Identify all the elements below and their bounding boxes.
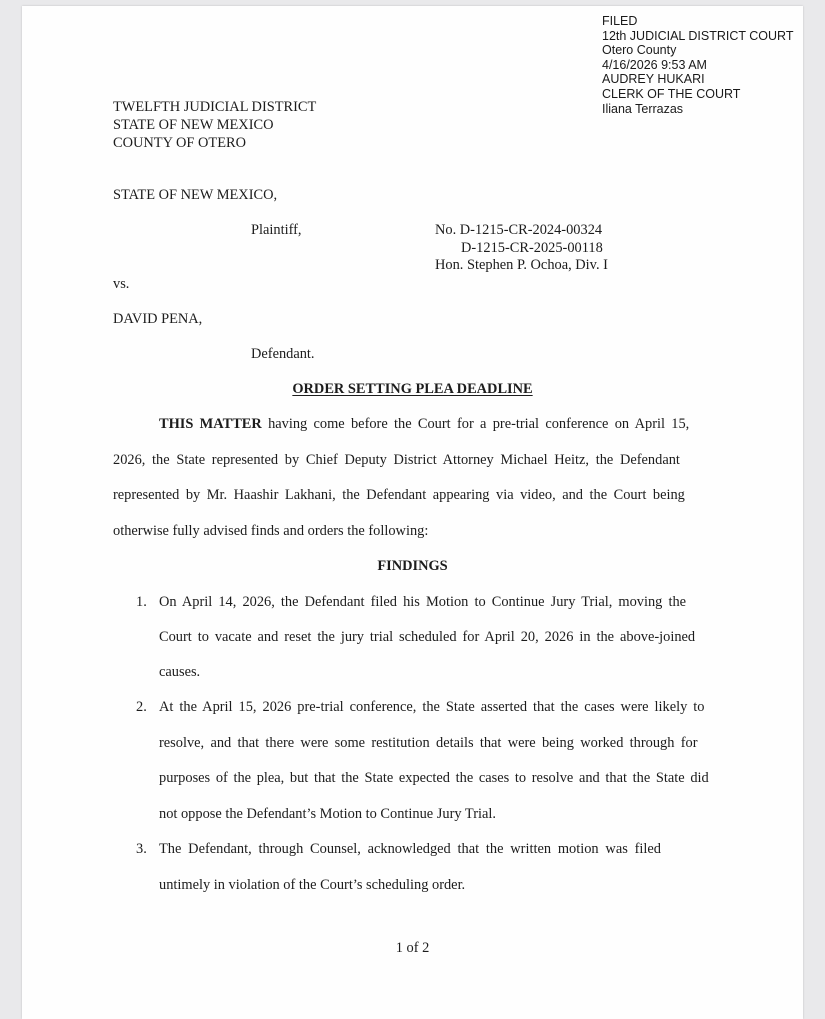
plaintiff-label: Plaintiff, — [251, 222, 302, 238]
finding-3-line-2: untimely in violation of the Court’s scheduling order. — [159, 877, 466, 893]
defendant-name: DAVID PENA, — [113, 311, 203, 327]
plaintiff-name: STATE OF NEW MEXICO, — [113, 187, 278, 203]
stamp-line: AUDREY HUKARI — [602, 72, 705, 87]
case-number-2: D-1215-CR-2025-00118 — [461, 239, 603, 256]
intro-text: having come before the Court for a pre-trial conference on April 15, — [261, 416, 690, 432]
case-number-1: No. D-1215-CR-2024-00324 — [435, 222, 603, 238]
stamp-line: 4/16/2026 9:53 AM — [602, 57, 707, 72]
finding-number: 3. — [136, 841, 147, 857]
defendant-label: Defendant. — [251, 346, 315, 362]
finding-number: 2. — [136, 699, 147, 715]
stamp-line: Otero County — [602, 43, 677, 58]
case-numbers — [435, 222, 608, 275]
finding-1-line-3: causes. — [159, 664, 201, 680]
finding-3-line-1: The Defendant, through Counsel, acknowledged that the written motion was filed — [159, 841, 661, 857]
stamp-line: CLERK OF THE COURT — [602, 86, 741, 101]
intro-line-1 — [159, 416, 689, 433]
page-number: 1 of 2 — [395, 940, 430, 956]
finding-2-line-3: purposes of the plea, but that the State expected the cases to resolve and that the State did — [159, 770, 709, 786]
stamp-line: FILED — [602, 14, 638, 28]
intro-line-2: 2026, the State represented by Chief Deputy District Attorney Michael Heitz, the Defendant — [113, 452, 680, 468]
court-state: STATE OF NEW MEXICO — [113, 117, 274, 133]
intro-line-3: represented by Mr. Haashir Lakhani, the Defendant appearing via video, and the Court being — [113, 487, 685, 503]
intro-bold: THIS MATTER — [159, 416, 262, 432]
order-title: ORDER SETTING PLEA DEADLINE — [292, 381, 533, 397]
judge-name: Hon. Stephen P. Ochoa, Div. I — [435, 257, 608, 273]
finding-number: 1. — [136, 594, 147, 610]
finding-2-line-2: resolve, and that there were some restitution details that were being worked through for — [159, 735, 698, 751]
filing-stamp — [602, 14, 793, 116]
versus: vs. — [113, 276, 130, 292]
court-district: TWELFTH JUDICIAL DISTRICT — [113, 99, 317, 115]
intro-line-4: otherwise fully advised finds and orders the following: — [113, 523, 429, 539]
finding-1-line-2: Court to vacate and reset the jury trial scheduled for April 20, 2026 in the above-joined — [159, 629, 696, 645]
court-heading — [113, 98, 316, 152]
finding-2-line-4: not oppose the Defendant’s Motion to Continue Jury Trial. — [159, 806, 496, 822]
document-page — [22, 6, 803, 1019]
finding-2-line-1: At the April 15, 2026 pre-trial conference, the State asserted that the cases were likely to — [159, 699, 705, 715]
stamp-line: 12th JUDICIAL DISTRICT COURT — [602, 28, 794, 43]
stamp-line: Iliana Terrazas — [602, 101, 684, 116]
findings-heading: FINDINGS — [377, 558, 448, 574]
court-county: COUNTY OF OTERO — [113, 135, 246, 151]
finding-1-line-1: On April 14, 2026, the Defendant filed his Motion to Continue Jury Trial, moving the — [159, 594, 687, 610]
